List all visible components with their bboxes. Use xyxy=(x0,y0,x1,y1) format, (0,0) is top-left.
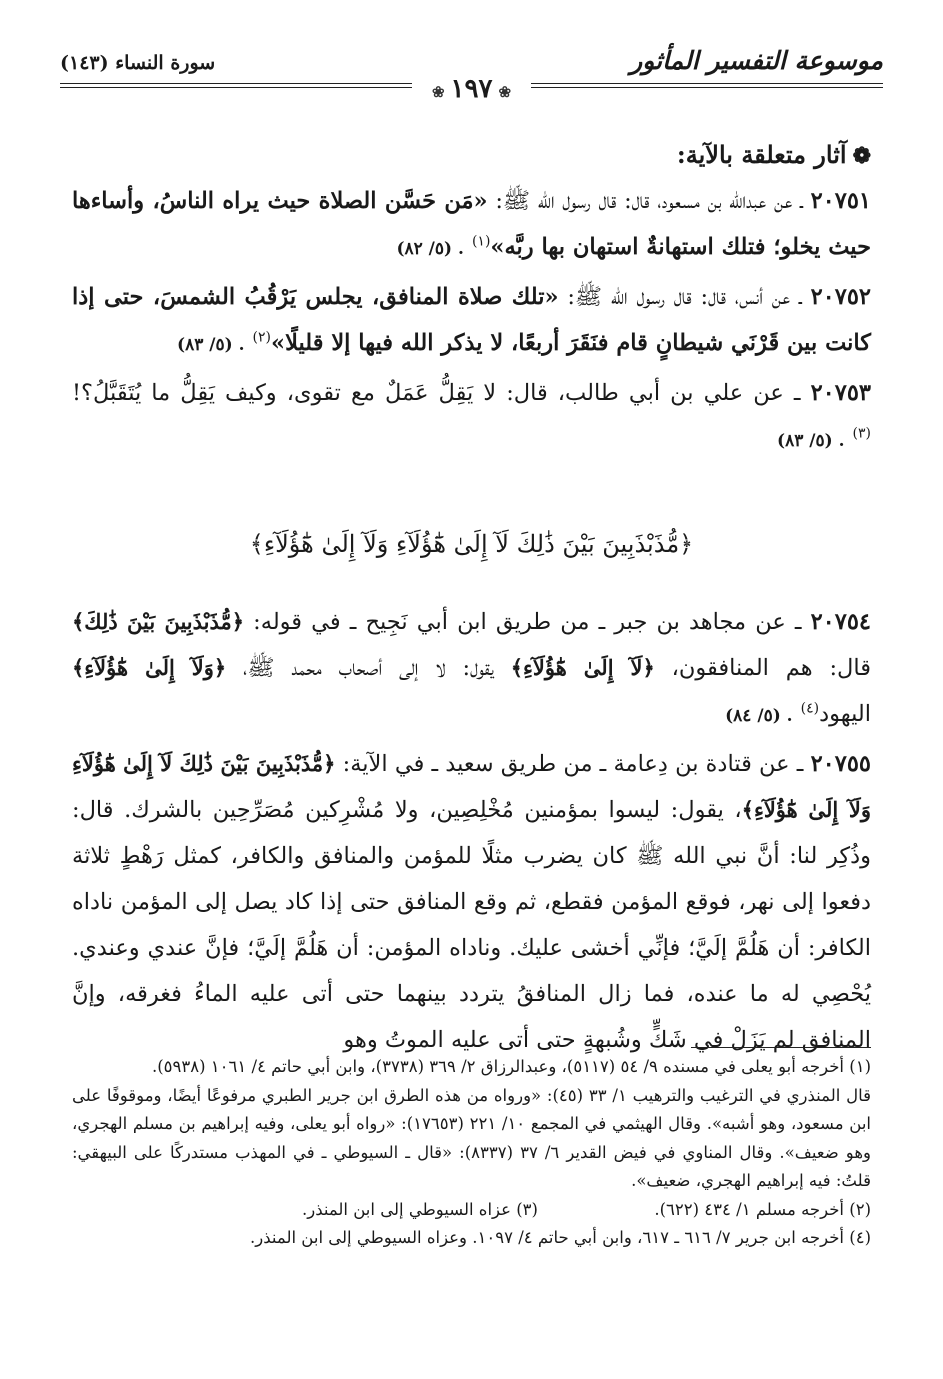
entry-number: ٢٠٧٥٤ xyxy=(810,609,871,635)
entry-text: ـ عن مجاهد بن جبر ـ من طريق ابن أبي نَجِيح ـ في قوله: xyxy=(244,609,811,635)
footnote-marker: (٣) xyxy=(852,425,871,442)
page-header xyxy=(60,46,883,108)
flower-icon: ❁ xyxy=(852,143,871,169)
entry-text: ، يقول: ليسوا بمؤمنين مُخْلِصِين، ولا مُشْرِكين مُصَرِّحِين بالشرك. قال: وذُكِر لنا: أنَّ نبي الله ﷺ كان يضرب مثلًا للمؤمن والمنافق والكافر، كمثل رَهْطٍ ثلاثة دفعوا إلى نهر، فوقع المؤمن فقطع، ثم وقع المنافق حتى إذا كاد يصل إلى المؤمن ناداه الكافر: أن هَلُمَّ إلَيَّ؛ فإنِّي أخشى عليك. وناداه المؤمن: أن هَلُمَّ إلَيَّ؛ فإنَّ عندي وعندي. يُحْصِي له ما عنده، فما زال المنافقُ يتردد بينهما حتى أتى عليه الماءُ فغرقه، وإنَّ المنافق لم يَزَلْ في شَكٍّ وشُبهةٍ حتى أتى عليه الموتُ وهو xyxy=(72,797,871,1053)
entry-intro: ـ عن علي بن أبي طالب، قال: لا يَقِلُّ عَمَلٌ مع تقوى، وكيف يَقِلُّ ما يُتَقَبَّلُ؟! xyxy=(72,380,811,406)
footnotes xyxy=(72,1053,871,1253)
entry-reference: . (٥/ ٨٤) xyxy=(725,706,793,726)
entry-text: ـ عن قتادة بن دِعامة ـ من طريق سعيد ـ في الآية: xyxy=(335,751,811,777)
footnote-1-commentary: قال المنذري في الترغيب والترهيب ١/ ٣٣ (٤٥): «ورواه من هذه الطرق ابن جرير الطبري مرفوعًا أيضًا، وموقوفًا على ابن مسعود، وهو أشبه». وقال الهيثمي في المجمع ١٠/ ٢٢١ (١٧٦٥٣): «رواه أبو يعلى، وفيه إبراهيم بن مسلم الهجري، وهو ضعيف». وقال المناوي في فيض القدير ٦/ ٣٧ (٨٣٣٧): «قال ـ السيوطي ـ في المهذب مستدركًا على البيهقي: قلتُ: فيه إبراهيم الهجري، ضعيف». xyxy=(72,1085,871,1190)
quran-quote: ﴿مُّذَبْذَبِينَ بَيْنَ ذَٰلِكَ﴾ xyxy=(72,609,245,634)
header-rule xyxy=(531,83,883,84)
narration-entry xyxy=(72,370,871,464)
footnote-divider xyxy=(691,1047,871,1048)
footnote-1: (١) أخرجه أبو يعلى في مسنده ٩/ ٥٤ (٥١١٧)، وعبدالرزاق ٢/ ٣٦٩ (٣٧٣٨)، وابن أبي حاتم ٤/ ١٠٦١ (٥٩٣٨). xyxy=(151,1057,871,1076)
entry-intro: ـ عن أنس، قال: قال رسول الله ﷺ: xyxy=(558,284,811,310)
footnote-row xyxy=(72,1196,871,1225)
book-title: موسوعة التفسير المأثور xyxy=(630,46,883,75)
footnote-marker: (١) xyxy=(471,233,491,250)
narration-entry xyxy=(72,178,871,272)
entry-text: اليهود xyxy=(819,701,871,727)
page-number: ١٩٧ xyxy=(450,74,493,104)
section-heading xyxy=(72,135,871,176)
verse-heading: ﴿مُّذَبْذَبِينَ بَيْنَ ذَٰلِكَ لَآ إِلَىٰ هَٰٓؤُلَآءِ وَلَآ إِلَىٰ هَٰٓؤُلَآءِ﴾ xyxy=(249,530,694,558)
narration-entry xyxy=(72,599,871,739)
page-number-block xyxy=(426,74,517,104)
entry-number: ٢٠٧٥٥ xyxy=(810,751,871,777)
entry-text: قال: هم المنافقون، xyxy=(654,655,871,681)
quran-quote: ﴿لَآ إِلَىٰ هَٰٓؤُلَآءِ﴾ xyxy=(510,655,655,680)
surah-label: سورة النساء (١٤٣) xyxy=(60,52,216,74)
quran-quote: ﴿مُّذَبْذَبِينَ بَيْنَ ذَٰلِكَ لَآ إِلَىٰ هَٰٓؤُلَآءِ وَلَآ إِلَىٰ هَٰٓؤُلَآءِ﴾ xyxy=(72,751,871,822)
footnote-marker: (٢) xyxy=(252,329,271,346)
entry-intro: ـ عن عبدالله بن مسعود، قال: قال رسول الله ﷺ: xyxy=(487,188,811,214)
entry-number: ٢٠٧٥٢ xyxy=(810,284,871,310)
main-content xyxy=(72,135,871,464)
header-rule xyxy=(531,87,883,88)
header-rule xyxy=(60,87,412,88)
footnote-2: (٢) أخرجه مسلم ١/ ٤٣٤ (٦٢٢). xyxy=(654,1199,871,1219)
main-content-verse xyxy=(72,597,871,1063)
ornament-icon: ❀ xyxy=(431,83,445,101)
entry-number: ٢٠٧٥٣ xyxy=(810,380,871,406)
footnote-4: (٤) أخرجه ابن جرير ٧/ ٦١٦ ـ ٦١٧، وابن أبي حاتم ٤/ ١٠٩٧. وعزاه السيوطي إلى ابن المنذر. xyxy=(250,1228,871,1247)
entry-text: يقول: لا إلى أصحاب محمد ﷺ، xyxy=(226,655,511,681)
entry-reference: . (٥/ ٨٣) xyxy=(777,431,845,451)
entry-number: ٢٠٧٥١ xyxy=(810,188,871,214)
narration-entry xyxy=(72,274,871,368)
ornament-icon: ❀ xyxy=(498,83,512,101)
narration-entry xyxy=(72,741,871,1063)
entry-quote: «مَن حَسَّن الصلاة حيث يراه الناسُ، وأساءها حيث يخلو؛ فتلك استهانةٌ استهان بها ربَّه» xyxy=(72,188,871,260)
footnote-3: (٣) عزاه السيوطي إلى ابن المنذر. xyxy=(302,1199,538,1219)
footnote-marker: (٤) xyxy=(800,700,820,717)
header-rule xyxy=(60,83,412,84)
quran-quote: ﴿وَلَآ إِلَىٰ هَٰٓؤُلَآءِ﴾ xyxy=(72,655,227,680)
section-heading-text: آثار متعلقة بالآية: xyxy=(676,140,847,169)
entry-reference: . (٥/ ٨٢) xyxy=(396,239,464,259)
entry-reference: . (٥/ ٨٣) xyxy=(177,335,245,355)
entry-quote: «تلك صلاة المنافق، يجلس يَرْقُبُ الشمسَ، حتى إذا كانت بين قَرْنَي شيطانٍ قام فنَقَرَ أربعًا، لا يذكر الله فيها إلا قليلًا» xyxy=(72,284,871,356)
